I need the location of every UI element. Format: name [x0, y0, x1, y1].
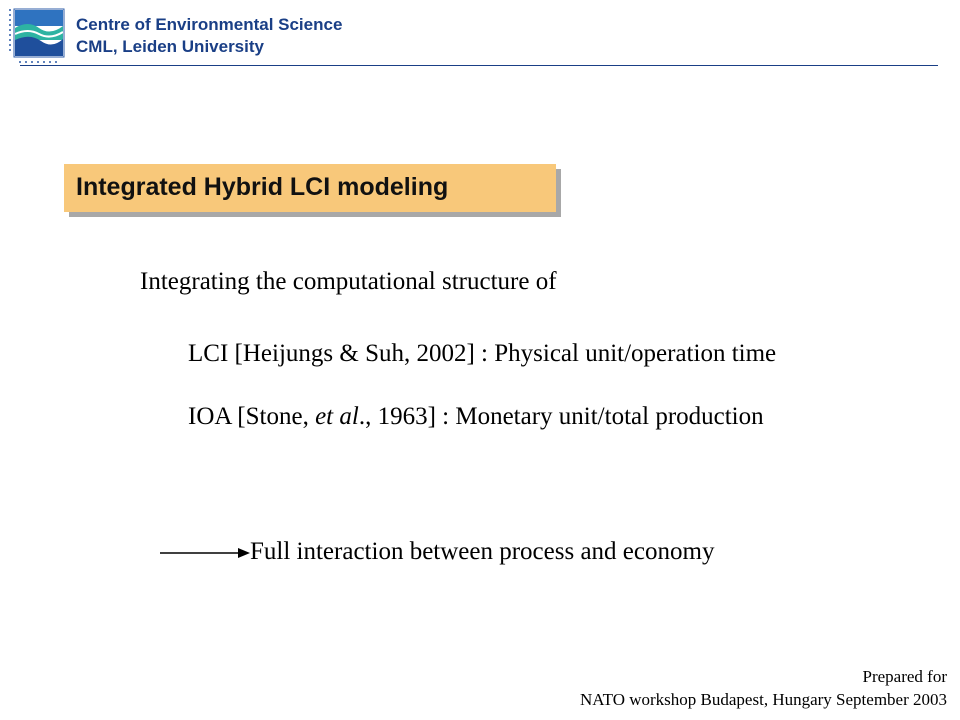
slide-title: Integrated Hybrid LCI modeling [76, 173, 449, 201]
ioa-prefix: IOA [Stone, [188, 403, 316, 430]
arrow-right-icon [160, 545, 250, 561]
ioa-italic: et al [315, 403, 359, 430]
footer-line-1: Prepared for [862, 667, 947, 686]
intro-text: Integrating the computational structure of [140, 268, 557, 295]
organization-name [76, 14, 342, 58]
lci-line: LCI [Heijungs & Suh, 2002] : Physical unit/operation time [188, 340, 777, 367]
title-banner [64, 164, 556, 212]
ioa-suffix: ., 1963] : Monetary unit/total production [358, 403, 764, 430]
footer-note [580, 665, 947, 711]
org-line-2: CML, Leiden University [76, 37, 264, 56]
org-line-1: Centre of Environmental Science [76, 15, 343, 34]
cml-logo-icon [8, 6, 66, 64]
ioa-line [188, 403, 764, 431]
header-divider [20, 65, 938, 66]
footer-line-2: NATO workshop Budapest, Hungary September 2003 [579, 690, 947, 709]
result-text: Full interaction between process and economy [250, 538, 715, 565]
